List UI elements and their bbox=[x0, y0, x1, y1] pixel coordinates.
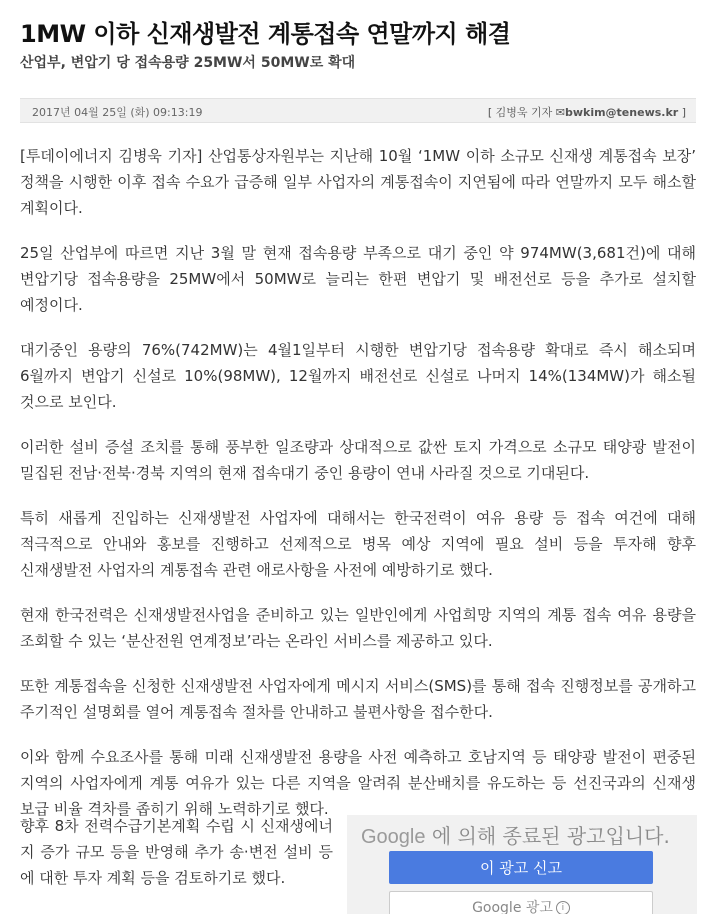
publish-date: 2017년 04월 25일 (화) 09:13:19 bbox=[32, 106, 203, 119]
google-logo: Google bbox=[361, 826, 426, 848]
article-paragraph: 현재 한국전력은 신재생발전사업을 준비하고 있는 일반인에게 사업희망 지역의 계통 접속 여유 용량을 조회할 수 있는 ‘분산전원 연계정보’라는 온라인 서비스를 제공하고 있다. bbox=[20, 606, 696, 650]
article-paragraph: 이와 함께 수요조사를 통해 미래 신재생발전 용량을 사전 예측하고 호남지역 등 태양광 발전이 편중된 지역의 사업자에게 계통 여유가 있는 다른 지역을 알려줘 분산배치를 유도하는 등 선진국과의 신재생 보급 비율 격차를 좁히기 위해 노력하기로 했다. bbox=[20, 748, 696, 818]
article-subtitle: 산업부, 변압기 당 접속용량 25MW서 50MW로 확대 bbox=[20, 55, 356, 71]
byline bbox=[488, 104, 686, 120]
article-paragraph-last: 향후 8차 전력수급기본계획 수립 시 신재생에너지 증가 규모 등을 반영해 추가 송·변전 설비 등에 대한 투자 계획 등을 검토하기로 했다. bbox=[20, 817, 333, 887]
article-paragraph: 이러한 설비 증설 조치를 통해 풍부한 일조량과 상대적으로 값싼 토지 가격으로 소규모 태양광 발전이 밀집된 전남·전북·경북 지역의 현재 접속대기 중인 용량이 연내 사라질 것으로 기대된다. bbox=[20, 438, 696, 482]
why-this-ad-label: Google 광고 bbox=[472, 900, 553, 914]
article-paragraph: 특히 새롭게 진입하는 신재생발전 사업자에 대해서는 한국전력이 여유 용량 등 접속 여건에 대해 적극적으로 안내와 홍보를 진행하고 선제적으로 병목 예상 지역에 필요 설비 등을 투자해 향후 신재생발전 사업자의 계통접속 관련 애로사항을 사전에 예방하기로 했다. bbox=[20, 509, 696, 579]
article-paragraph: 대기중인 용량의 76%(742MW)는 4월1일부터 시행한 변압기당 접속용량 확대로 즉시 해소되며 6월까지 변압기 신설로 10%(98MW), 12월까지 배전선로 신설로 나머지 14%(134MW)가 해소될 것으로 보인다. bbox=[20, 341, 696, 411]
ad-closed-message bbox=[361, 820, 670, 849]
info-icon: i bbox=[556, 901, 570, 914]
article-paragraph: 또한 계통접속을 신청한 신재생발전 사업자에게 메시지 서비스(SMS)를 통해 접속 진행정보를 공개하고 주기적인 설명회를 열어 계통접속 절차를 안내하고 불편사항을 접수한다. bbox=[20, 677, 696, 721]
why-this-ad-button[interactable] bbox=[389, 891, 653, 914]
reporter-name: [ 김병욱 기자 bbox=[487, 106, 556, 119]
ad-container bbox=[347, 815, 697, 914]
byline-close: ] bbox=[678, 106, 686, 119]
report-ad-button[interactable]: 이 광고 신고 bbox=[389, 851, 653, 884]
email-icon: ✉ bbox=[555, 106, 565, 119]
article-meta-bar bbox=[20, 98, 696, 123]
article-paragraph: [투데이에너지 김병욱 기자] 산업통상자원부는 지난해 10월 ‘1MW 이하 소규모 신재생 계통접속 보장’ 정책을 시행한 이후 접속 수요가 급증해 일부 사업자의 계통접속이 지연됨에 따라 연말까지 모두 해소할 계획이다. bbox=[20, 147, 696, 217]
article-paragraph: 25일 산업부에 따르면 지난 3월 말 현재 접속용량 부족으로 대기 중인 약 974MW(3,681건)에 대해 변압기당 접속용량을 25MW에서 50MW로 늘리는 한편 변압기 및 배전선로 등을 추가로 설치할 예정이다. bbox=[20, 244, 696, 314]
article-title: 1MW 이하 신재생발전 계통접속 연말까지 해결 bbox=[20, 20, 511, 48]
reporter-email-link[interactable]: bwkim@tenews.kr bbox=[564, 106, 679, 119]
ad-closed-text: 에 의해 종료된 광고입니다. bbox=[425, 824, 670, 848]
article-body bbox=[20, 143, 696, 841]
